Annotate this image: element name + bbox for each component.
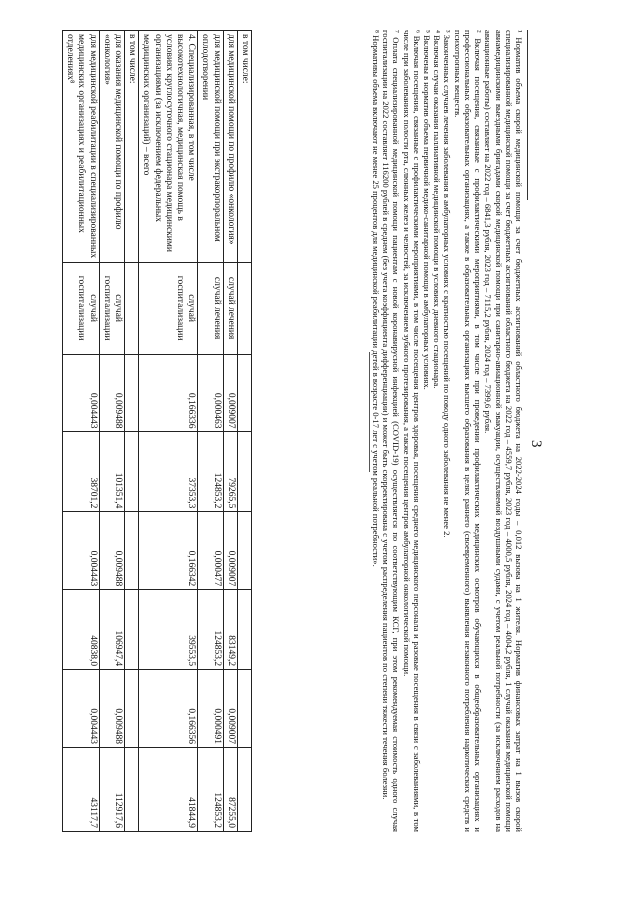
table-row [198,31,223,832]
table-row [139,31,198,832]
cell-value: 41844,9 [139,748,198,832]
cell-value: 0,009007 [223,670,237,748]
row-unit: случай госпитализации [62,262,99,354]
cell-value: 0,009488 [99,354,124,432]
table-row [237,31,251,832]
row-label: для медицинской помощи по профилю «онкология» [223,31,237,263]
cell-value: 0,009488 [99,670,124,748]
cell-value [237,670,251,748]
footnote: ⁵ Включены в норматив объема первичной медико-санитарной помощи в амбулаторных условиях. [422,30,433,390]
table-row [99,31,124,832]
table-row [223,31,237,832]
cell-value [124,354,138,432]
footnote: ⁴ Включая случаи оказания паллиативной медицинской помощи в условиях дневного стационара. [432,30,443,389]
row-label: в том числе: [237,31,251,263]
norms-table [62,30,252,832]
cell-value: 87255,0 [223,748,237,832]
cell-value: 0,009007 [223,354,237,432]
row-unit: случай лечения [223,262,237,354]
footnote: ⁸ Нормативы объема включают не менее 25 процентов для медицинской реабилитации детей в возрасте 0-17 лет с учетом реальной потребности». [370,30,381,567]
cell-value: 0,000491 [198,670,223,748]
table-row [124,31,138,832]
table-row [62,31,99,832]
cell-value: 79265,5 [223,432,237,512]
cell-value: 124853,2 [198,432,223,512]
cell-value [124,512,138,590]
footnote: ⁷ Оплата специализированной медицинской помощи пациентам с новой коронавирусной инфекцией (COVID-19) осуществляется по соответствующим КСГ, при этом рекомендуемая стоимость одного случая госпитализации на 2022 составляет 116200 рублей в среднем (без учета коэффициента дифференциации) и может быть скорректирована с учетом распределения пациентов по степени тяжести течения болезни. [381,30,402,832]
cell-value: 39553,5 [139,590,198,670]
row-label: для медицинской помощи при экстракорпоральном оплодотворении [198,31,223,263]
footnote: ¹ Норматив объема скорой медицинской помощи за счет бюджетных ассигнований областного бюджета на 2022-2024 годы – 0,012 вызова на 1 жителя. Норматив финансовых затрат на 1 вызов скорой специализированной медицинской помощи за счет бюджетных ассигнований областного бюджета на 2022 год – 4559,7 рубля, 2023 год – 4000,5 рубля, 2024 год – 4004,2 рубля, 1 случай оказания медицинской помощи авиамедицинскими выездными бригадами скорой медицинской помощи при санитарно-авиационной эвакуации, осуществляемой воздушными судами, с учетом реальной потребности (за исключением расходов на авиационные работы) составляет на 2022 год – 6841,3 рубля, 2023 год – 7115,2 рубля, 2024 год – 7399,6 рубля. [483,30,524,832]
cell-value: 0,004443 [62,354,99,432]
row-unit: случай лечения [198,262,223,354]
footnotes [371,30,528,832]
footnote-separator [527,30,528,200]
cell-value: 124853,2 [198,590,223,670]
row-label: для оказания медицинской помощи по профилю «онкология» [99,31,124,263]
cell-value: 0,166356 [139,670,198,748]
cell-value: 40838,0 [62,590,99,670]
row-unit [124,262,138,354]
cell-value: 0,004443 [62,670,99,748]
footnote: ⁶ Включая посещения, связанные с профилактическими мероприятиями, в том числе посещения центров здоровья, посещения среднего медицинского персонала и разовые посещения в связи с заболеваниями, в том числе при заболеваниях полости рта, слюнных желез и челюстей, за исключением зубного протезирования, а также посещения центров амбулаторной онкологической помощи. [401,30,422,832]
page-number: 3 [528,440,544,448]
cell-value [237,748,251,832]
cell-value: 83149,2 [223,590,237,670]
cell-value: 0,009007 [223,512,237,590]
cell-value [124,748,138,832]
cell-value: 0,000463 [198,354,223,432]
cell-value: 0,000477 [198,512,223,590]
cell-value [124,670,138,748]
cell-value: 0,166342 [139,512,198,590]
cell-value: 43117,7 [62,748,99,832]
cell-value [237,432,251,512]
cell-value [237,590,251,670]
cell-value: 112917,6 [99,748,124,832]
row-label: для медицинской реабилитации в специализированных медицинских организациях и реабилитационных отделениях⁸ [62,31,99,263]
cell-value: 37353,3 [139,432,198,512]
row-unit: случай госпитализации [99,262,124,354]
cell-value: 124853,2 [198,748,223,832]
row-unit: случай госпитализации [139,262,198,354]
row-label: в том числе: [124,31,138,263]
cell-value [124,432,138,512]
footnote: ² Включая посещения, связанные с профилактическими мероприятиями, в том числе при проведении профилактических медицинских осмотров обучающихся в общеобразовательных организациях и профессиональных образовательных организациях, а также в образовательных организациях высшего образования в целях раннего (своевременного) выявления незаконного потребления наркотических средств и психотропных веществ. [452,30,484,832]
cell-value: 0,004443 [62,512,99,590]
cell-value: 0,009488 [99,512,124,590]
row-label: 4. Специализированная, в том числе высокотехнологичная, медицинская помощь в условиях круглосуточного стационара медицинскими организациями (за исключением федеральных медицинских организаций) – всего [139,31,198,263]
cell-value: 0,166336 [139,354,198,432]
cell-value: 38701,2 [62,432,99,512]
row-unit [237,262,251,354]
cell-value [237,512,251,590]
cell-value: 101351,4 [99,432,124,512]
cell-value: 106947,4 [99,590,124,670]
cell-value [124,590,138,670]
footnote: ³ Законченных случаев лечения заболевания в амбулаторных условиях с кратностью посещений по поводу одного заболевания не менее 2. [442,30,453,538]
cell-value [237,354,251,432]
